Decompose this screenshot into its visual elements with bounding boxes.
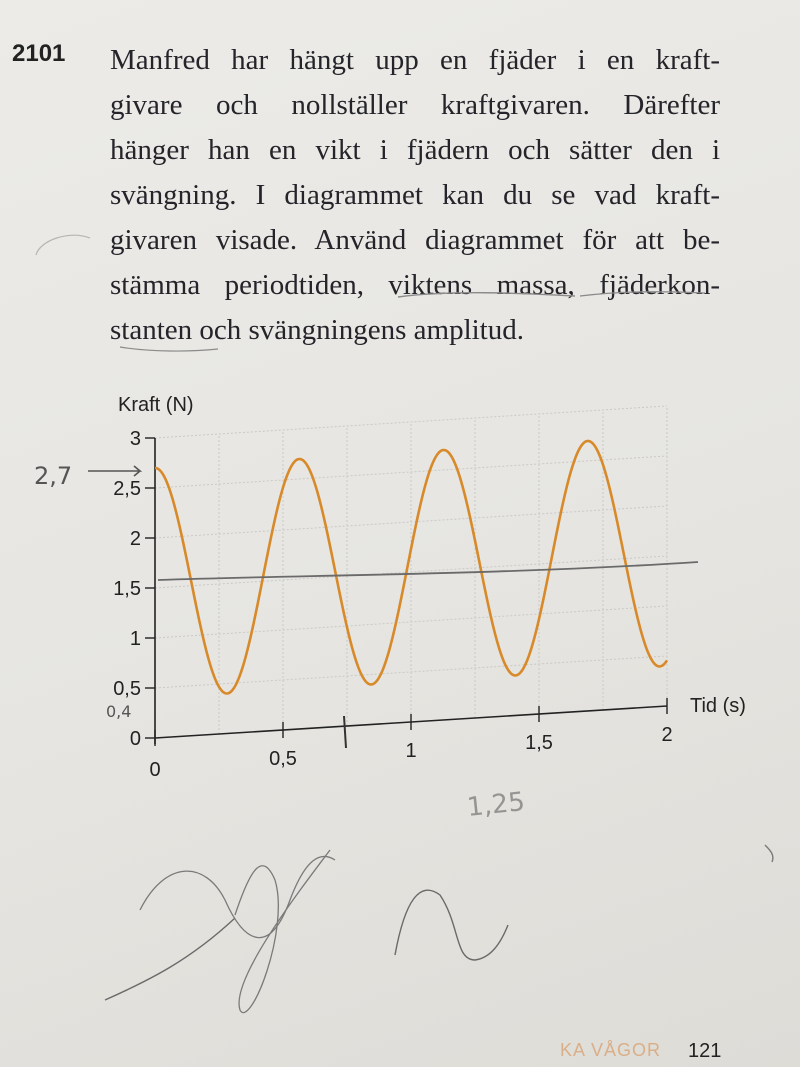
y-tick-label: 1 <box>129 628 141 650</box>
pencil-scribble <box>395 890 508 960</box>
pencil-underline <box>120 347 218 351</box>
problem-text-line: stämma periodtiden, viktens massa, fjäderkon- <box>110 269 720 301</box>
chart-grid <box>155 406 667 734</box>
x-tick-label: 1,5 <box>525 732 553 754</box>
problem-text-line: hänger han en vikt i fjädern och sätter den i <box>110 134 720 166</box>
chart-axes <box>155 438 667 744</box>
x-axis-label: Tid (s) <box>690 695 746 717</box>
y-tick-label: 1,5 <box>113 578 141 600</box>
y-tick-label: 0,5 <box>113 678 141 700</box>
problem-number: 2101 <box>12 40 66 67</box>
y-tick-label: 2,5 <box>113 478 141 500</box>
pencil-scribble <box>140 856 335 937</box>
y-tick-label: 0 <box>129 728 141 750</box>
pencil-mark <box>344 716 346 748</box>
problem-text-line: Manfred har hängt upp en fjäder i en kraft- <box>110 44 720 76</box>
pencil-scribble <box>105 918 235 1000</box>
pencil-underline <box>580 292 705 296</box>
pencil-scribble <box>235 850 330 1013</box>
pencil-arrow <box>88 466 140 476</box>
pencil-underline <box>398 293 575 297</box>
handwritten-note: 2,7 <box>34 462 73 490</box>
y-axis-label: Kraft (N) <box>118 394 194 416</box>
chapter-label: KA VÅGOR <box>560 1040 662 1060</box>
x-tick-label: 1 <box>405 740 417 762</box>
problem-text-line: givare och nollställer kraftgivaren. Därefter <box>110 89 720 121</box>
x-tick-label: 0,5 <box>269 748 297 770</box>
pencil-mark <box>765 845 773 862</box>
x-tick-label: 2 <box>661 724 673 746</box>
problem-text-line: givaren visade. Använd diagrammet för att be- <box>110 224 720 256</box>
pencil-mark <box>36 235 90 255</box>
problem-text-line: stanten och svängningens amplitud. <box>110 314 524 346</box>
y-tick-label: 2 <box>129 528 141 550</box>
problem-text-line: svängning. I diagrammet kan du se vad kraft- <box>110 179 720 211</box>
y-tick-label: 3 <box>129 428 141 450</box>
handwritten-note: 0,4 <box>106 702 132 721</box>
handwritten-note: 1,25 <box>465 787 527 823</box>
x-tick-label: 0 <box>149 759 161 781</box>
page-number: 121 <box>688 1040 722 1062</box>
